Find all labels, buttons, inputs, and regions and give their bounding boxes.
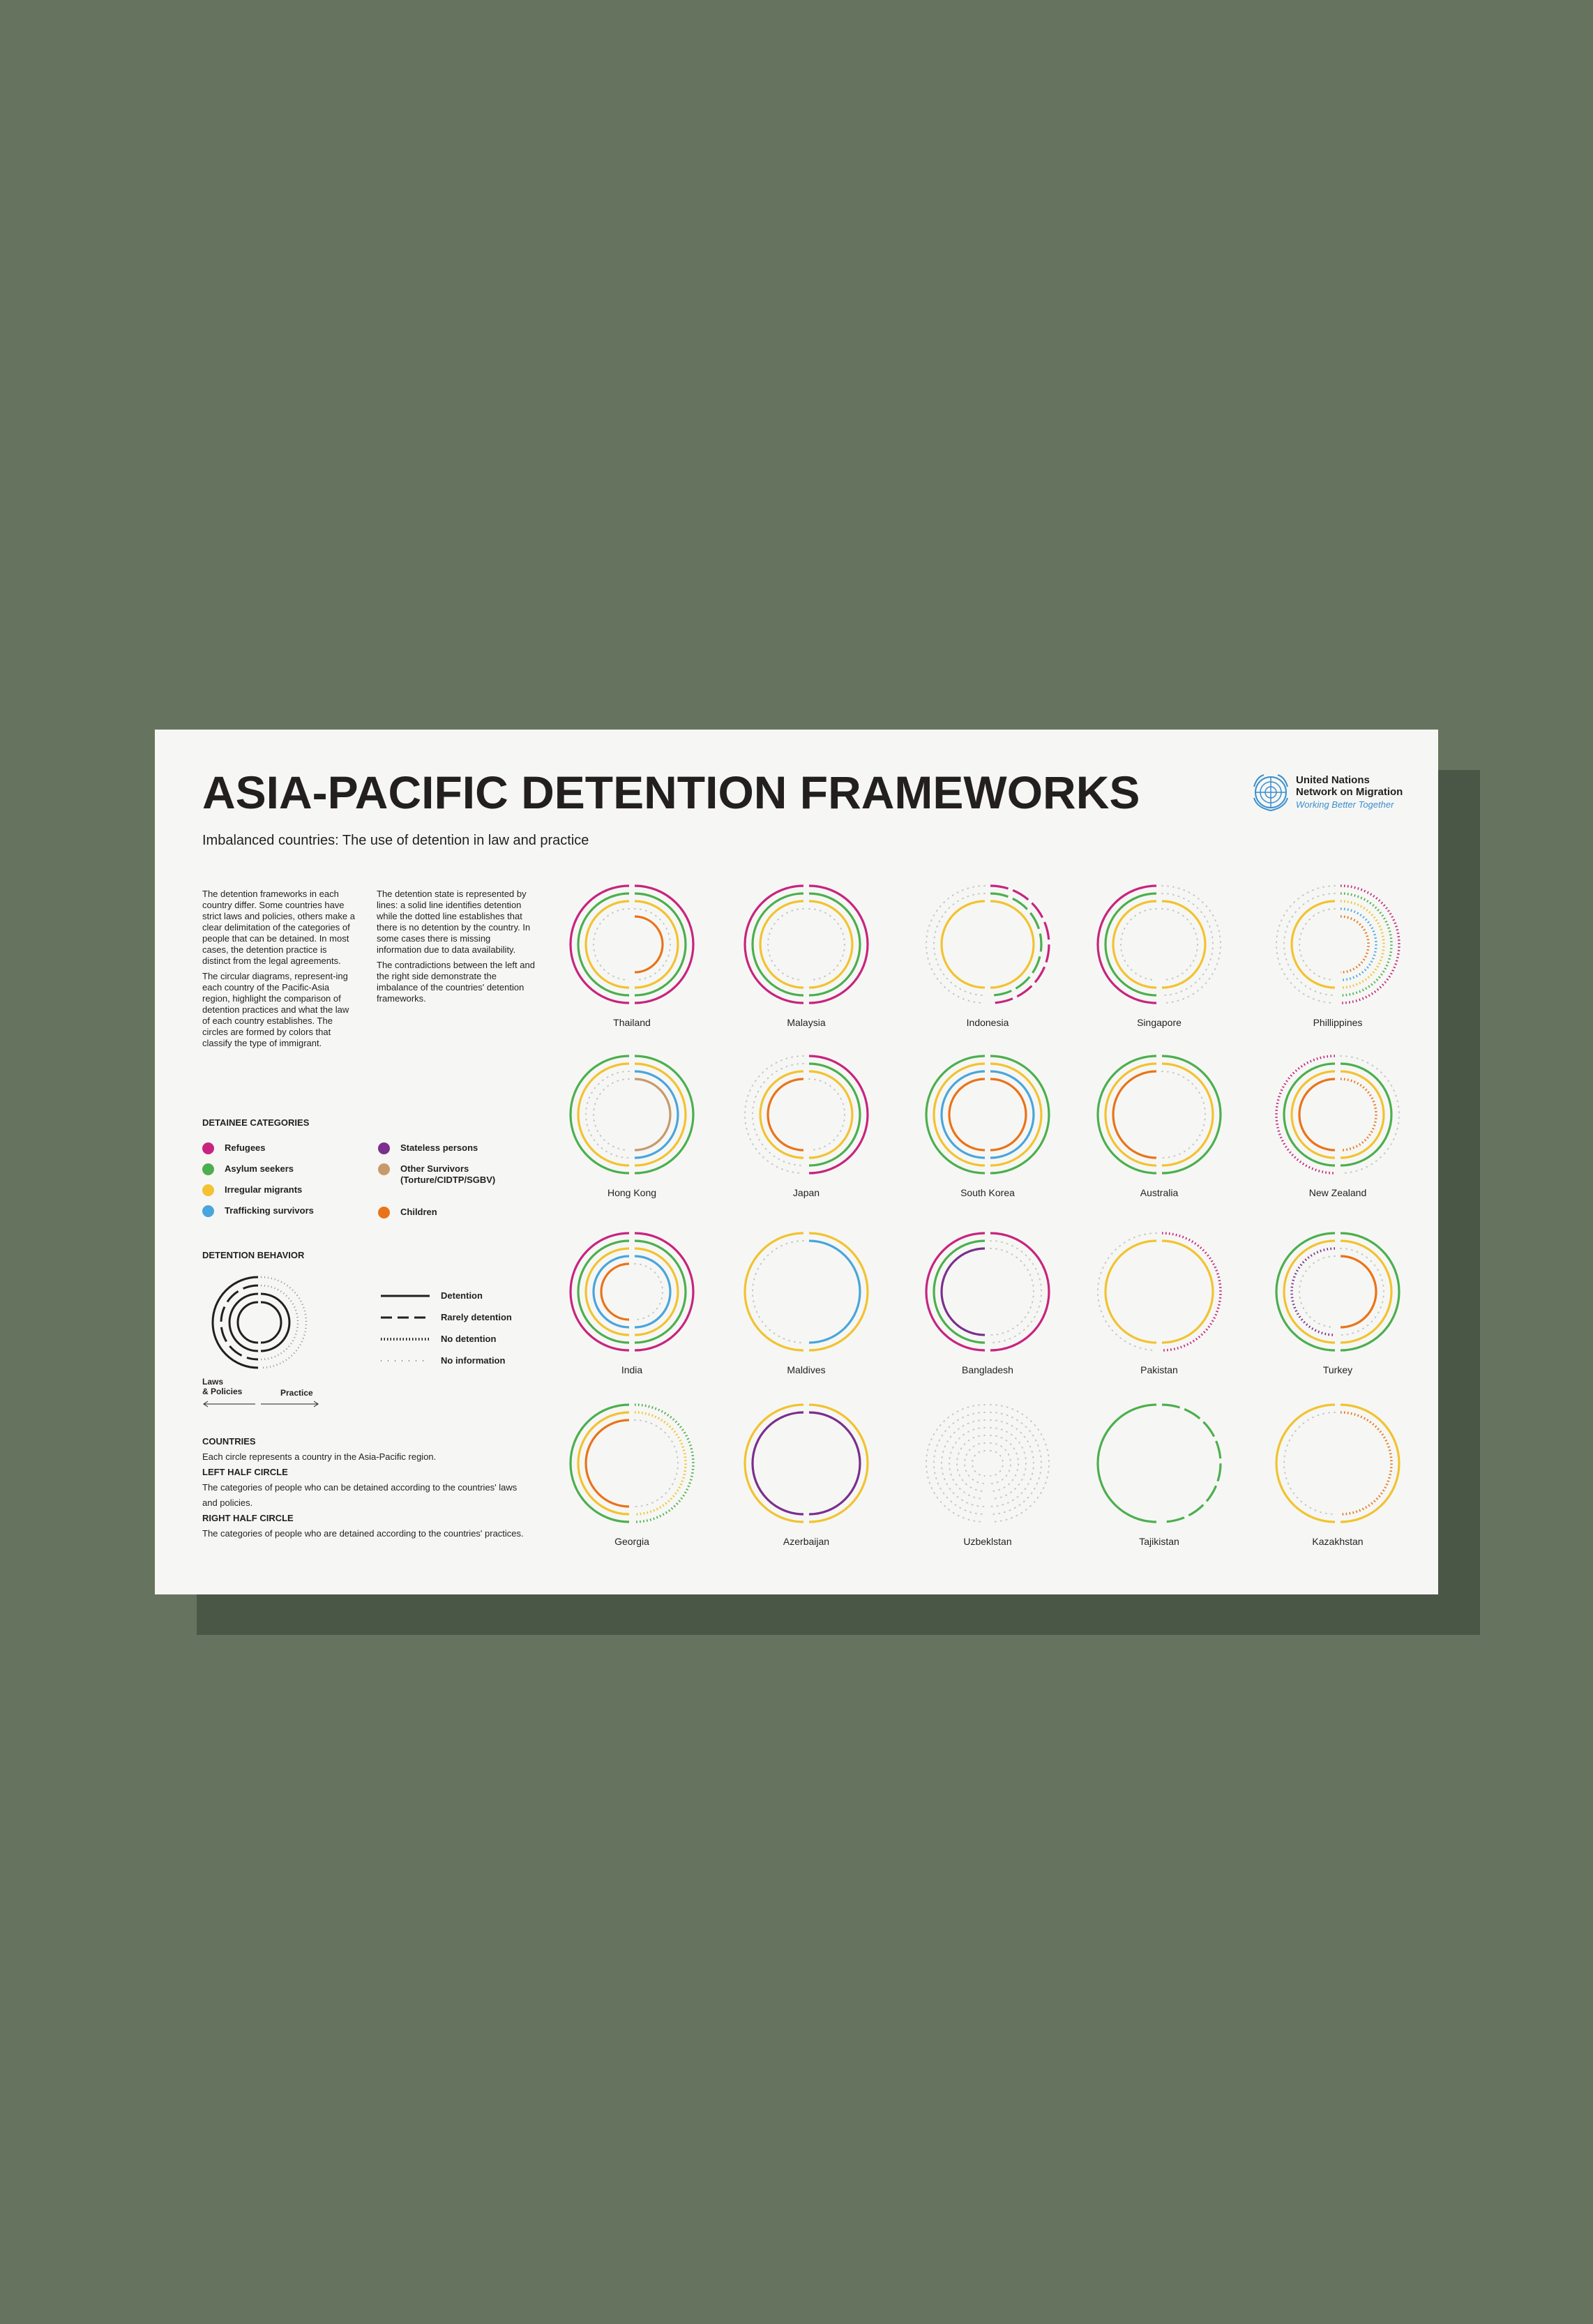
country-rings: [1268, 1402, 1407, 1527]
country-rings: [562, 1402, 702, 1527]
behavior-diagram: [202, 1274, 321, 1371]
ring-arc-practice: [635, 1256, 670, 1327]
country-name: Singapore: [1137, 1017, 1181, 1028]
country-rings: [562, 1053, 702, 1179]
ring-arc-laws: [594, 1256, 629, 1327]
ring-arc-laws: [942, 901, 985, 988]
ring-arc-practice: [1341, 1071, 1384, 1158]
ring-arc-laws: [1113, 1071, 1156, 1158]
ring-arc-laws: [1284, 1412, 1335, 1514]
behavior-no-detention: No detention: [441, 1334, 497, 1344]
ring-arc-laws: [768, 909, 803, 980]
ring-arc-laws: [760, 1071, 803, 1158]
legend-label: Trafficking survivors: [225, 1205, 314, 1216]
behavior-rarely: Rarely detention: [441, 1312, 512, 1322]
legend-dot: [378, 1142, 390, 1154]
ring-arc-laws: [601, 1264, 629, 1320]
legend-label: Other Survivors (Torture/CIDTP/SGBV): [400, 1163, 496, 1185]
behavior-detention: Detention: [441, 1290, 483, 1301]
right-half-heading: RIGHT HALF CIRCLE: [202, 1513, 294, 1523]
country-name: Georgia: [614, 1536, 649, 1547]
country-diagram: [737, 1230, 876, 1384]
behavior-heading: DETENTION BEHAVIOR: [202, 1250, 305, 1260]
legend-label: Refugees: [225, 1142, 266, 1153]
ring-arc-practice: [809, 901, 852, 988]
policies-text: & Policies: [202, 1387, 243, 1396]
country-diagram: [562, 883, 702, 1036]
ring-arc-no-information: [990, 1443, 1011, 1484]
ring-arc-laws: [1292, 1248, 1335, 1335]
ring-arc-practice: [1162, 1071, 1205, 1158]
country-rings: [737, 1402, 876, 1527]
country-rings: [562, 1230, 702, 1356]
logo-tagline: Working Better Together: [1296, 799, 1394, 810]
intro-paragraph: The detention frameworks in each country differ. Some countries have strict laws and policies, others make a clear delimitation of the categories of people that can be detained. In most cases, the detention practice is distinct from the legal agreements.: [202, 889, 355, 966]
ring-arc-laws: [753, 1241, 803, 1343]
legend-label: Asylum seekers: [225, 1163, 294, 1174]
country-diagram: [918, 883, 1057, 1036]
country-diagram: [1268, 1230, 1407, 1384]
categories-heading: DETAINEE CATEGORIES: [202, 1117, 310, 1128]
ring-arc-no-information: [990, 1420, 1034, 1507]
logo-line2: Network on Migration: [1296, 786, 1403, 798]
country-diagram: [918, 1402, 1057, 1555]
ring-arc-laws: [760, 901, 803, 988]
legend-label: Children: [400, 1207, 437, 1217]
country-diagram: [1089, 1053, 1229, 1207]
behavior-line-samples: [379, 1292, 431, 1368]
ring-arc-laws: [753, 1412, 803, 1514]
country-name: Indonesia: [966, 1017, 1009, 1028]
left-half-text: The categories of people who can be detained according to the countries' laws and policies.: [202, 1482, 518, 1508]
ring-arc-practice: [1341, 916, 1368, 972]
country-diagram: [737, 1402, 876, 1555]
country-rings: [562, 883, 702, 1009]
legend-dot: [202, 1205, 214, 1217]
ring-arc-practice: [809, 1079, 845, 1150]
ring-arc-laws: [942, 1248, 985, 1335]
country-diagram: [918, 1230, 1057, 1384]
ring-arc-practice: [635, 909, 670, 980]
legend-dot: [202, 1163, 214, 1175]
countries-info: [202, 1434, 565, 1541]
ring-arc-laws: [768, 1079, 803, 1150]
country-rings: [1268, 1053, 1407, 1179]
legend-dot: [202, 1142, 214, 1154]
ring-arc-practice: [809, 909, 845, 980]
country-name: Maldives: [787, 1364, 826, 1375]
poster: [155, 730, 1438, 1594]
country-diagram: [1089, 883, 1229, 1036]
country-diagram: [1268, 883, 1407, 1036]
ring-arc-practice: [1341, 909, 1376, 980]
country-name: Uzbeklstan: [963, 1536, 1012, 1547]
ring-arc-no-information: [957, 1435, 985, 1491]
country-rings: [1089, 1053, 1229, 1179]
ring-arc-practice: [1162, 909, 1198, 980]
ring-arc-laws: [942, 1071, 985, 1158]
country-name: Malaysia: [787, 1017, 826, 1028]
country-diagram: [737, 883, 876, 1036]
intro-paragraph: The contradictions between the left and the right side demonstrate the imbalance of the countries' detention frameworks.: [377, 960, 535, 1004]
ring-arc-practice: [809, 1071, 852, 1158]
country-diagram: [1268, 1053, 1407, 1207]
intro-paragraph: The detention state is represented by lines: a solid line identifies detention while the dotted line establishes that there is no detention by the country. In some cases there is missing information due to data availability.: [377, 889, 531, 955]
un-logo: [1250, 771, 1417, 813]
country-diagram: [918, 1053, 1057, 1207]
country-name: Kazakhstan: [1312, 1536, 1364, 1547]
country-name: Tajikistan: [1139, 1536, 1179, 1547]
left-half-heading: LEFT HALF CIRCLE: [202, 1467, 288, 1477]
ring-arc-laws: [1292, 901, 1335, 988]
country-name: Hong Kong: [607, 1187, 657, 1198]
ring-arc-laws: [1105, 1241, 1156, 1343]
country-rings: [737, 1230, 876, 1356]
right-half-text: The categories of people who are detained according to the countries' practices.: [202, 1528, 524, 1539]
legend-dot: [202, 1184, 214, 1196]
ring-arc-laws: [1299, 1079, 1335, 1150]
ring-arc-laws: [1098, 1405, 1156, 1522]
page-title: ASIA-PACIFIC DETENTION FRAMEWORKS: [202, 767, 1140, 818]
country-name: South Korea: [960, 1187, 1015, 1198]
ring-arc-practice: [990, 1079, 1026, 1150]
country-diagram: [562, 1402, 702, 1555]
country-name: Thailand: [613, 1017, 651, 1028]
country-rings: [1089, 1230, 1229, 1356]
country-diagram: [737, 1053, 876, 1207]
ring-arc-practice: [1341, 1248, 1384, 1335]
country-rings: [737, 883, 876, 1009]
country-name: New Zealand: [1308, 1187, 1367, 1198]
country-rings: [1089, 1402, 1229, 1527]
country-name: Bangladesh: [962, 1364, 1013, 1375]
intro-paragraph: The circular diagrams, represent-ing each country of the Pacific-Asia region, highlight the comparison of detention practices and what the law of each country establishes. The circles are formed by colors that classify the type of immigrant.: [202, 971, 349, 1048]
country-rings: [918, 1053, 1057, 1179]
country-rings: [918, 1230, 1057, 1356]
country-diagram: [1268, 1402, 1407, 1555]
ring-arc-practice: [1162, 1241, 1213, 1343]
country-rings: [918, 883, 1057, 1009]
ring-arc-laws: [1113, 901, 1156, 988]
behavior-no-information: No information: [441, 1355, 506, 1366]
laws-practice-arrows: [202, 1401, 321, 1408]
ring-arc-practice: [635, 1071, 678, 1158]
legend-dot: [378, 1163, 390, 1175]
ring-arc-laws: [949, 1079, 985, 1150]
intro-column-1: [202, 889, 356, 1053]
country-name: Japan: [792, 1187, 820, 1198]
ring-arc-practice: [1341, 1412, 1391, 1514]
ring-arc-no-information: [965, 1443, 985, 1484]
ring-arc-laws: [1292, 1071, 1335, 1158]
ring-arc-practice: [1341, 1079, 1376, 1150]
ring-arc-practice: [635, 1420, 678, 1507]
ring-arc-practice: [809, 1241, 860, 1343]
country-name: Phillippines: [1313, 1017, 1363, 1028]
country-diagram: [562, 1053, 702, 1207]
country-name: Turkey: [1322, 1364, 1353, 1375]
country-rings: [1268, 883, 1407, 1009]
ring-arc-practice: [1341, 901, 1384, 988]
laws-text: Laws: [202, 1377, 224, 1387]
ring-arc-no-information: [949, 1428, 985, 1499]
ring-arc-practice: [635, 1264, 663, 1320]
countries-text: Each circle represents a country in the Asia-Pacific region.: [202, 1451, 437, 1462]
intro-column-2: [377, 889, 537, 1009]
countries-heading: COUNTRIES: [202, 1436, 256, 1447]
ring-arc-practice: [809, 1412, 860, 1514]
country-name: Azerbaijan: [783, 1536, 830, 1547]
ring-arc-no-information: [972, 1451, 985, 1476]
ring-arc-no-information: [990, 1435, 1018, 1491]
ring-arc-laws: [586, 1248, 629, 1335]
ring-arc-practice: [635, 916, 663, 972]
ring-arc-laws: [586, 901, 629, 988]
logo-line1: United Nations: [1296, 774, 1370, 786]
legend-dot: [378, 1207, 390, 1218]
country-diagram: [1089, 1230, 1229, 1384]
ring-arc-practice: [635, 901, 678, 988]
ring-arc-practice: [635, 1079, 670, 1150]
ring-arc-laws: [1299, 1256, 1335, 1327]
ring-arc-no-information: [990, 1451, 1003, 1476]
ring-arc-laws: [586, 1420, 629, 1507]
ring-arc-practice: [990, 1248, 1034, 1335]
country-rings: [1089, 883, 1229, 1009]
legend-label: Irregular migrants: [225, 1184, 303, 1195]
ring-arc-laws: [594, 1079, 629, 1150]
ring-arc-laws: [1299, 909, 1335, 980]
ring-arc-laws: [586, 1071, 629, 1158]
country-name: Pakistan: [1140, 1364, 1178, 1375]
ring-arc-no-information: [942, 1420, 985, 1507]
laws-label: [202, 1377, 242, 1396]
country-rings: [1268, 1230, 1407, 1356]
ring-arc-practice: [990, 1071, 1034, 1158]
legend-label: Stateless persons: [400, 1142, 478, 1153]
practice-label: Practice: [280, 1388, 313, 1398]
ring-arc-no-information: [990, 1428, 1026, 1499]
ring-arc-practice: [1162, 1405, 1221, 1522]
country-rings: [737, 1053, 876, 1179]
country-name: Australia: [1140, 1187, 1179, 1198]
ring-arc-laws: [594, 909, 629, 980]
country-diagram: [562, 1230, 702, 1384]
ring-arc-practice: [1341, 1256, 1376, 1327]
ring-arc-practice: [990, 901, 1034, 988]
country-name: India: [621, 1364, 643, 1375]
ring-arc-practice: [635, 1248, 678, 1335]
country-rings: [918, 1402, 1057, 1527]
un-emblem-icon: [1250, 771, 1292, 813]
country-diagram: [1089, 1402, 1229, 1555]
ring-arc-laws: [1121, 909, 1156, 980]
ring-arc-practice: [1162, 901, 1205, 988]
page-subtitle: Imbalanced countries: The use of detention in law and practice: [202, 833, 589, 848]
